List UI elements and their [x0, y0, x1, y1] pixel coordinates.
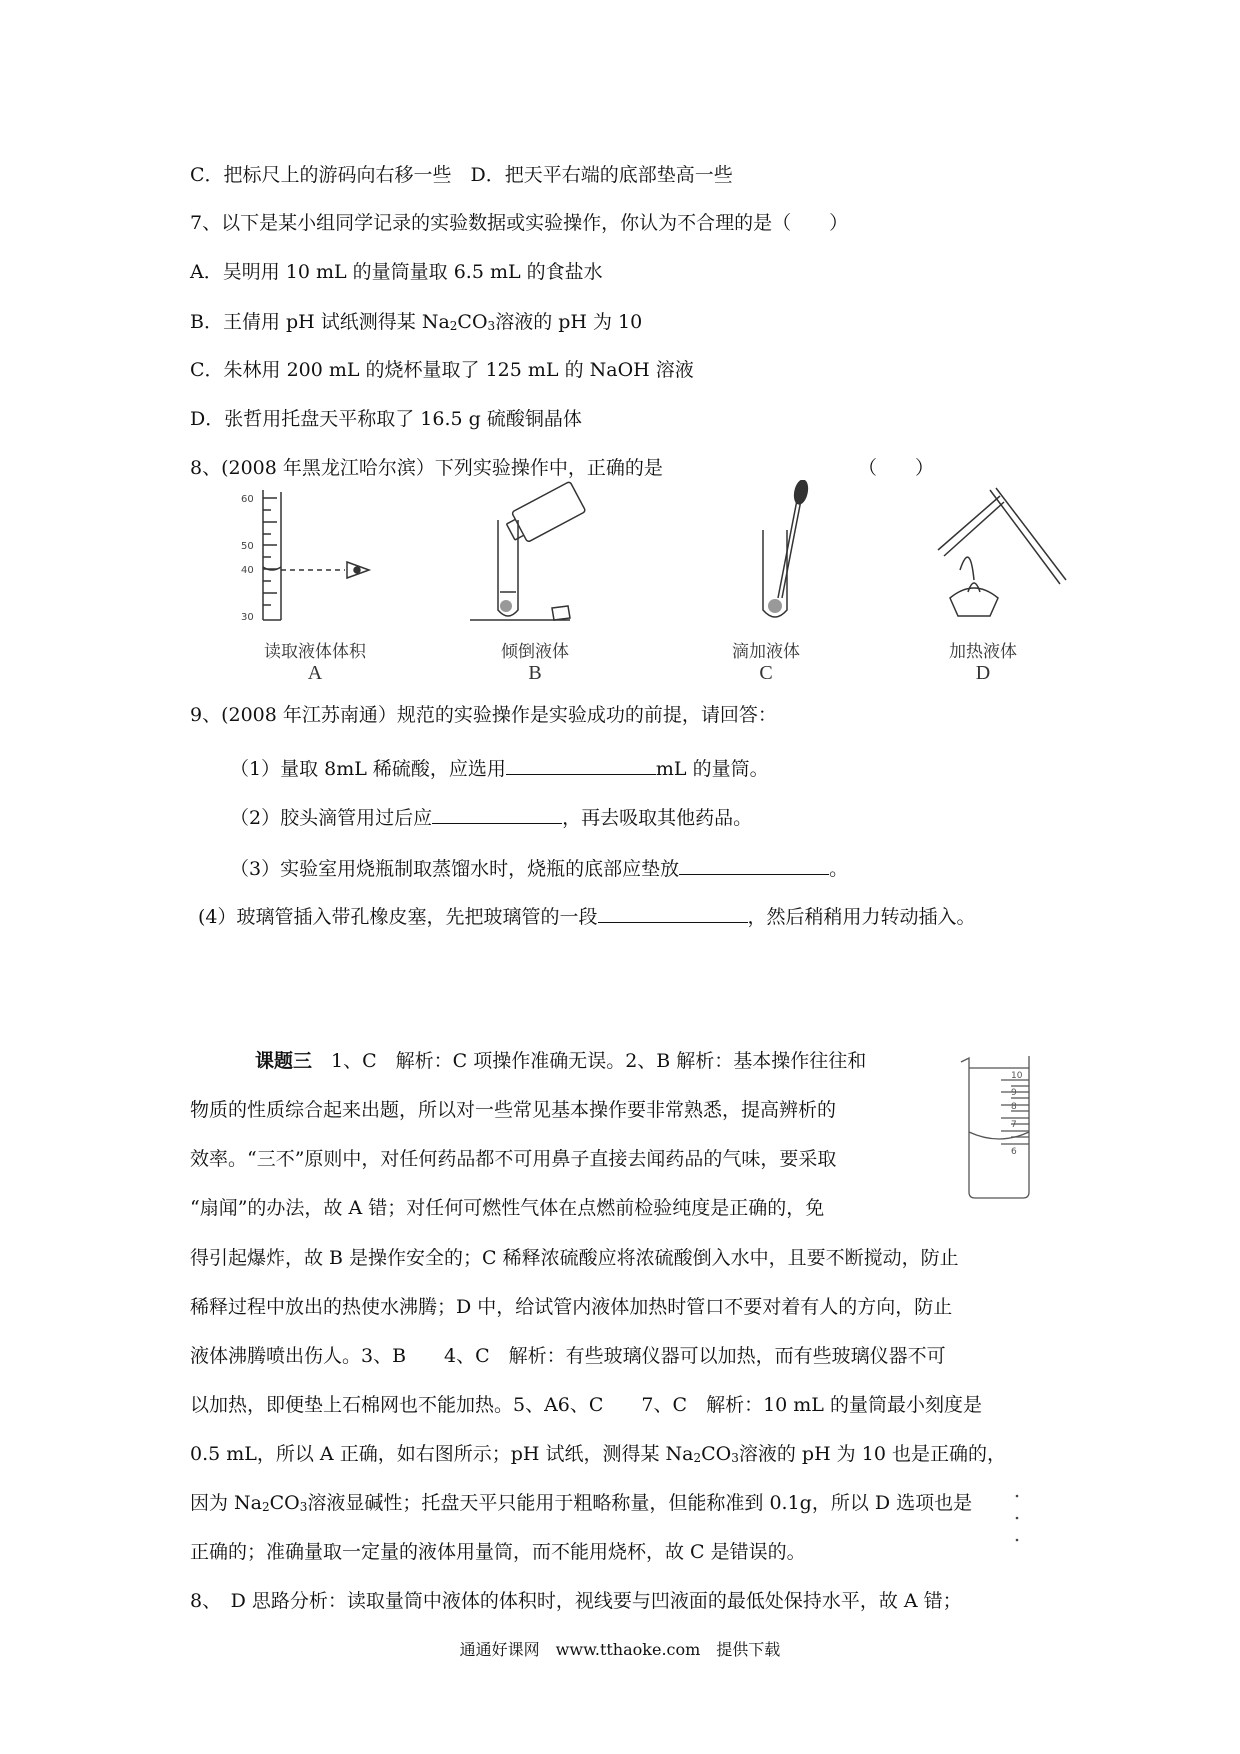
answers-line-4: “扇闻”的办法，故 A 错；对任何可燃性气体在点燃前检验纯度是正确的，免 [190, 1197, 825, 1219]
tick-label: 50 [241, 541, 254, 552]
cylinder-tick-label: 7 [1011, 1120, 1017, 1130]
cylinder-tick-label: 8 [1011, 1102, 1017, 1112]
answers-heading: 课题三 [255, 1050, 313, 1072]
page-footer: 通通好课网 www.tthaoke.com 提供下载 [459, 1640, 781, 1659]
figure-d-letter: D [975, 662, 991, 684]
answers-line-9: 0.5 mL，所以 A 正确，如右图所示；pH 试纸，测得某 $Na_2CO_3$溶液的 pH 为 10 也是正确的， [190, 1443, 1006, 1465]
q7-option-d: D．张哲用托盘天平称取了 16.5 g 硫酸铜晶体 [190, 408, 582, 430]
figure-a-caption: 读取液体体积 [264, 642, 366, 662]
answers-line-1: 课题三 1、C 解析：C 项操作准确无误。2、B 解析：基本操作往往和 [255, 1050, 867, 1072]
figure-a-reading-cylinder [235, 480, 395, 630]
q7-stem: 7、以下是某小组同学记录的实验数据或实验操作，你认为不合理的是（ ） [190, 212, 849, 234]
answers-line-12: 8、 D 思路分析：读取量筒中液体的体积时，视线要与凹液面的最低处保持水平，故 A 错； [190, 1590, 962, 1612]
q7-option-c: C．朱林用 200 mL 的烧杯量取了 125 mL 的 NaOH 溶液 [190, 359, 694, 381]
figure-d-caption: 加热液体 [949, 642, 1017, 662]
figure-c-caption: 滴加液体 [732, 642, 800, 662]
q8-answer-paren: （ ） [858, 457, 935, 479]
q9-part-2: （2）胶头滴管用过后应 ，再去吸取其他药品。 [230, 807, 753, 829]
cylinder-tick-label: 10 [1011, 1071, 1023, 1081]
tick-label: 60 [241, 494, 254, 505]
figure-b-letter: B [528, 662, 542, 684]
answers-line-10: 因为 $Na_2CO_3$溶液显碱性；托盘天平只能用于粗略称量，但能称准到 0.1g，所以 D 选项也是 [190, 1492, 973, 1514]
q9-stem: 9、(2008 年江苏南通）规范的实验操作是实验成功的前提，请回答： [190, 704, 777, 726]
cylinder-tick-label: 6 [1011, 1147, 1017, 1157]
tick-label: 30 [241, 612, 254, 623]
figure-b-caption: 倾倒液体 [501, 642, 569, 662]
q6-option-line: C．把标尺上的游码向右移一些 D．把天平右端的底部垫高一些 [190, 164, 733, 186]
figure-d-heating-liquid [930, 480, 1090, 630]
figure-b-pouring-liquid [470, 480, 630, 630]
q9-part-4: (4）玻璃管插入带孔橡皮塞，先把玻璃管的一段 ，然后稍稍用力转动插入。 [198, 906, 976, 928]
figure-a-letter: A [307, 662, 323, 684]
answers-line-8: 以加热，即便垫上石棉网也不能加热。5、A6、C 7、C 解析：10 mL 的量筒最小刻度是 [190, 1394, 982, 1416]
answers-line-2: 物质的性质综合起来出题，所以对一些常见基本操作要非常熟悉，提高辨析的 [190, 1099, 837, 1121]
margin-dots [1014, 1490, 1020, 1550]
answers-line-3: 效率。“三不”原则中，对任何药品都不可用鼻子直接去闻药品的气味，要采取 [190, 1148, 837, 1170]
figure-c-letter: C [759, 662, 773, 684]
q9-part-1: （1）量取 8mL 稀硫酸，应选用 mL 的量筒。 [230, 758, 769, 780]
figure-c-dropper [705, 480, 865, 630]
answers-line-11: 正确的；准确量取一定量的液体用量筒，而不能用烧杯，故 C 是错误的。 [190, 1541, 806, 1563]
answer-cylinder-figure [955, 1050, 1050, 1200]
cylinder-tick-label: 9 [1011, 1088, 1017, 1098]
answers-line-5: 得引起爆炸，故 B 是操作安全的；C 稀释浓硫酸应将浓硫酸倒入水中，且要不断搅动，防止 [190, 1247, 959, 1269]
q7-option-b: B．王倩用 pH 试纸测得某 $Na_2CO_3$溶液的 pH 为 10 [190, 311, 643, 333]
tick-label: 40 [241, 565, 254, 576]
q9-part-3: （3）实验室用烧瓶制取蒸馏水时，烧瓶的底部应垫放 。 [230, 858, 849, 880]
answers-line-7: 液体沸腾喷出伤人。3、B 4、C 解析：有些玻璃仪器可以加热，而有些玻璃仪器不可 [190, 1345, 946, 1367]
q7-option-a: A．吴明用 10 mL 的量筒量取 6.5 mL 的食盐水 [190, 261, 603, 283]
answers-line-6: 稀释过程中放出的热使水沸腾；D 中，给试管内液体加热时管口不要对着有人的方向，防止 [190, 1296, 953, 1318]
q8-stem: 8、(2008 年黑龙江哈尔滨）下列实验操作中，正确的是 [190, 457, 663, 479]
